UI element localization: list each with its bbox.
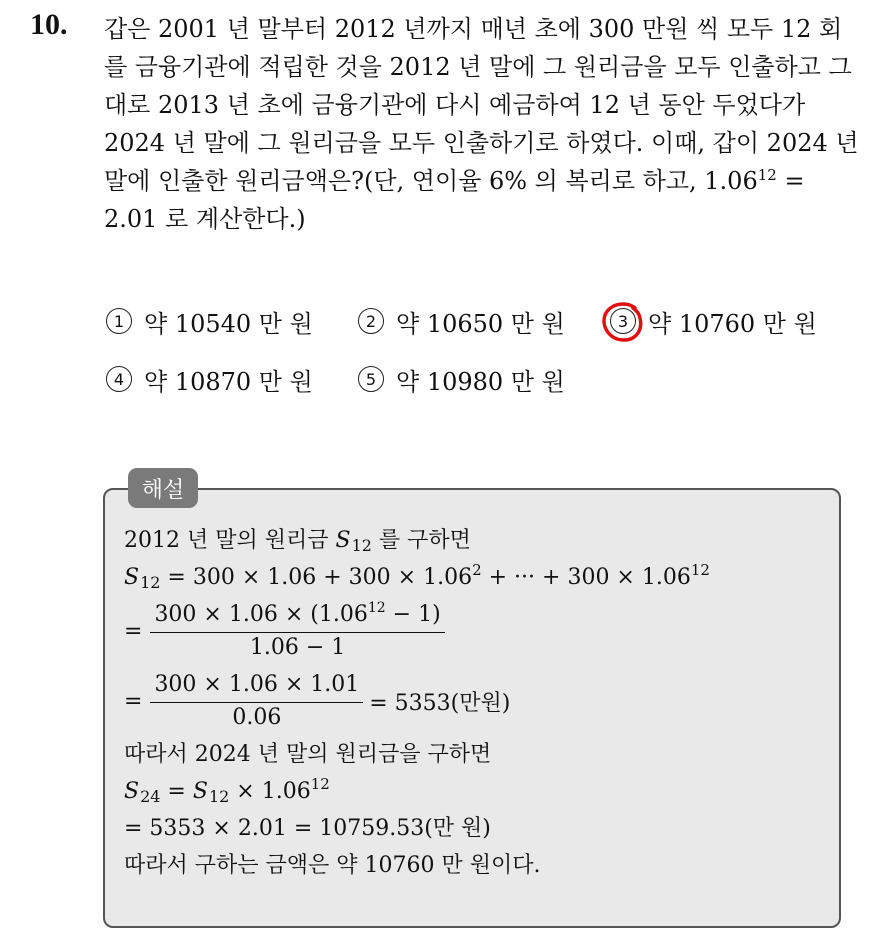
choice-label-2: 약 10650 만 원	[396, 309, 565, 338]
solution-line-2: $S_{12} = 300 \times 1.06 + 300 \times 1.06^2$ + ··· + $300 \times 1.06^{12}$	[124, 561, 710, 592]
choice-1[interactable]	[106, 304, 358, 339]
choice-label-1: 약 10540 만 원	[144, 309, 313, 338]
choice-number-4: 4	[106, 366, 132, 392]
choice-number-5: 5	[358, 366, 384, 392]
choice-label-5: 약 10980 만 원	[396, 367, 565, 396]
solution-line-5: 따라서 2024 년 말의 원리금을 구하면	[124, 742, 492, 767]
solution-line-7: = 5353 × 2.01 = 10759.53(만 원)	[124, 816, 491, 841]
choice-label-4: 약 10870 만 원	[144, 367, 313, 396]
question-text: 갑은 2001 년 말부터 2012 년까지 매년 초에 300 만원 씩 모두 12 회를 금융기관에 적립한 것을 2012 년 말에 그 원리금을 모두 인출하고 그대로 2013 년 초에 금융기관에 다시 예금하여 12 년 동안 두었다가 2024 년 말에 그 원리금을 모두 인출하기로 하였다. 이때, 갑이 2024 년말에 인출한 원리금액은?(단, 연이율 6% 의 복리로 하고, $1.06^{12} = 2.01$ 로 계산한다.)	[104, 15, 859, 233]
choice-3[interactable]	[610, 304, 862, 339]
choice-number-3: 3	[610, 308, 636, 334]
question-number: 10.	[30, 8, 68, 41]
choice-number-1: 1	[106, 308, 132, 334]
choice-4[interactable]	[106, 362, 358, 397]
solution-line-1: 2012 년 말의 원리금 $S_{12}$ 를 구하면	[124, 528, 471, 555]
solution-tab: 해설	[128, 468, 198, 508]
choice-5[interactable]	[358, 362, 610, 397]
power-12: 12	[757, 166, 777, 184]
solution-content	[124, 522, 824, 884]
solution-fraction-2: = $\frac{300 \times 1.06 \times 1.01}{0.06}$ = 5353(만원)	[124, 671, 511, 730]
solution-line-6: $S_{24} = S_{12} \times 1.06^{12}$	[124, 775, 330, 806]
choice-number-2: 2	[358, 308, 384, 334]
solution-line-8: 따라서 구하는 금액은 약 10760 만 원이다.	[124, 853, 541, 878]
solution-fraction-1: = $\frac{300 \times 1.06 \times (1.06^{12} - 1)}{1.06 - 1}$	[124, 596, 824, 666]
answer-choices	[106, 292, 866, 408]
choice-label-3: 약 10760 만 원	[648, 309, 817, 338]
choice-2[interactable]	[358, 304, 610, 339]
